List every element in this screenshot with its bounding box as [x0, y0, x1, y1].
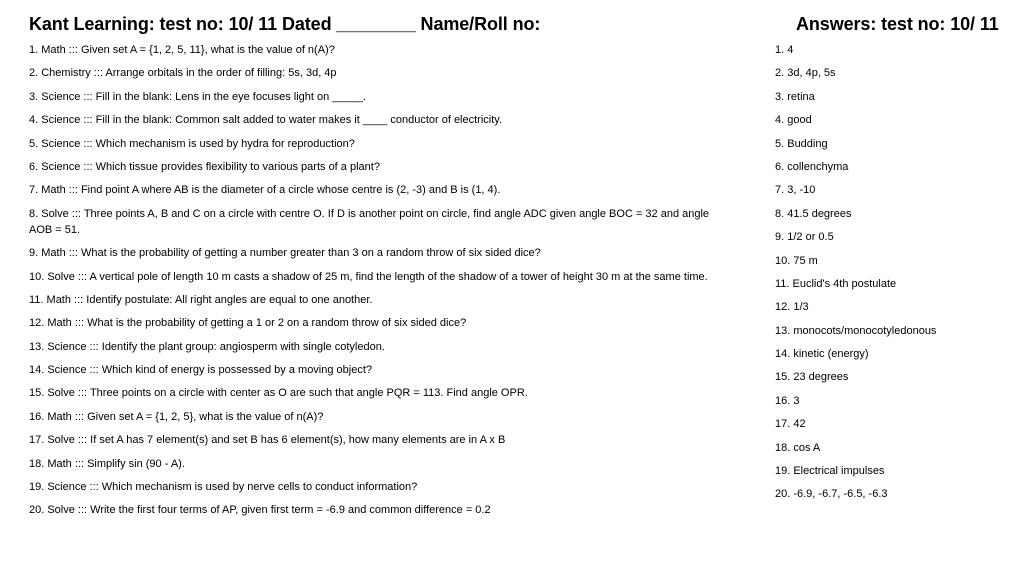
questions-list [29, 42, 729, 526]
answer-item: 19. Electrical impulses [775, 465, 885, 478]
question-item: 13. Science ::: Identify the plant group: angiosperm with single cotyledon. [29, 340, 385, 353]
question-item: 12. Math ::: What is the probability of getting a 1 or 2 on a random throw of six sided dice? [29, 317, 467, 330]
answer-item: 8. 41.5 degrees [775, 207, 852, 220]
question-item: 2. Chemistry ::: Arrange orbitals in the order of filling: 5s, 3d, 4p [29, 67, 337, 80]
answer-item: 14. kinetic (energy) [775, 348, 869, 361]
question-item: 6. Science ::: Which tissue provides flexibility to various parts of a plant? [29, 160, 380, 173]
answer-item: 15. 23 degrees [775, 371, 849, 384]
answer-item: 11. Euclid's 4th postulate [775, 277, 897, 290]
answer-item: 2. 3d, 4p, 5s [775, 67, 836, 80]
answers-title: Answers: test no: 10/ 11 [796, 14, 999, 34]
answer-item: 5. Budding [775, 137, 828, 150]
question-item: 5. Science ::: Which mechanism is used by hydra for reproduction? [29, 137, 355, 150]
answer-item: 17. 42 [775, 418, 806, 431]
question-item: 8. Solve ::: Three points A, B and C on a circle with centre O. If D is another point on circle, find angle ADC given angle BOC = 32 and angle AOB = 51. [29, 207, 710, 236]
answer-item: 20. -6.9, -6.7, -6.5, -6.3 [775, 488, 888, 501]
test-title: Kant Learning: test no: 10/ 11 Dated ________ Name/Roll no: [29, 14, 541, 34]
answers-list [775, 42, 1015, 510]
answer-item: 10. 75 m [775, 254, 818, 267]
question-item: 1. Math ::: Given set A = {1, 2, 5, 11}, what is the value of n(A)? [29, 44, 335, 56]
answer-item: 13. monocots/monocotyledonous [775, 324, 937, 337]
question-item: 16. Math ::: Given set A = {1, 2, 5}, what is the value of n(A)? [29, 410, 324, 423]
question-item: 19. Science ::: Which mechanism is used by nerve cells to conduct information? [29, 481, 418, 494]
answer-item: 18. cos A [775, 441, 821, 454]
answer-item: 3. retina [775, 90, 815, 103]
question-item: 18. Math ::: Simplify sin (90 - A). [29, 457, 185, 470]
question-item: 10. Solve ::: A vertical pole of length 10 m casts a shadow of 25 m, find the length of the shadow of a tower of height 30 m at the same time. [29, 270, 708, 283]
question-item: 14. Science ::: Which kind of energy is possessed by a moving object? [29, 364, 373, 377]
answer-item: 16. 3 [775, 394, 800, 407]
question-item: 11. Math ::: Identify postulate: All right angles are equal to one another. [29, 293, 373, 306]
answer-item: 12. 1/3 [775, 301, 809, 314]
question-item: 20. Solve ::: Write the first four terms of AP, given first term = -6.9 and common difference = 0.2 [29, 504, 491, 517]
answer-item: 4. good [775, 114, 812, 127]
question-item: 4. Science ::: Fill in the blank: Common salt added to water makes it ____ conductor of electricity. [29, 114, 503, 127]
answer-item: 7. 3, -10 [775, 184, 816, 197]
answer-item: 1. 4 [775, 44, 794, 56]
question-item: 7. Math ::: Find point A where AB is the diameter of a circle whose centre is (2, -3) and B is (1, 4). [29, 184, 501, 197]
question-item: 15. Solve ::: Three points on a circle with center as O are such that angle PQR = 113. Find angle OPR. [29, 387, 528, 400]
answer-item: 6. collenchyma [775, 160, 849, 173]
question-item: 3. Science ::: Fill in the blank: Lens in the eye focuses light on _____. [29, 90, 366, 103]
question-item: 17. Solve ::: If set A has 7 element(s) and set B has 6 element(s), how many elements are in A x B [29, 434, 506, 447]
question-item: 9. Math ::: What is the probability of getting a number greater than 3 on a random throw of six sided dice? [29, 247, 541, 260]
answer-item: 9. 1/2 or 0.5 [775, 231, 834, 244]
